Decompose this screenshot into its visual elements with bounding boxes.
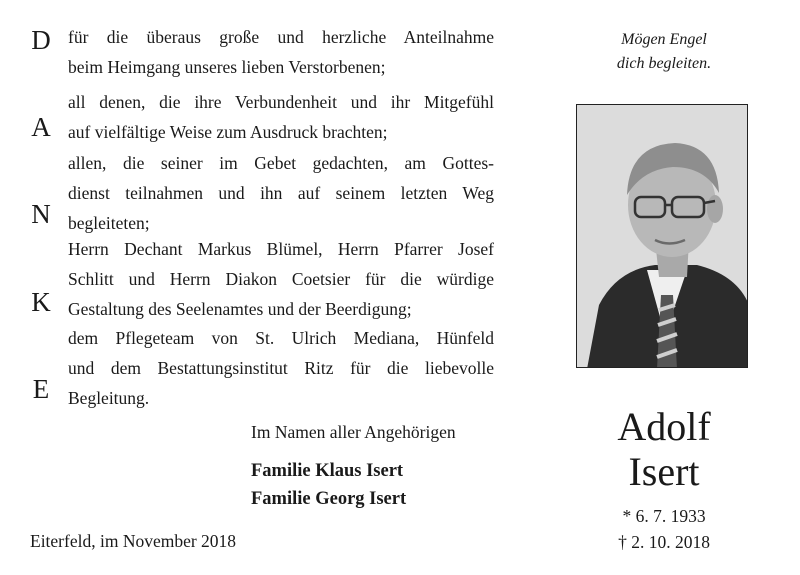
- text-line: Schlitt und Herrn Diakon Coetsier für die würdige: [68, 269, 494, 289]
- portrait-illustration: [577, 105, 748, 368]
- portrait-photo: [576, 104, 748, 368]
- danke-letter-e: E: [32, 374, 50, 404]
- text-line: all denen, die ihre Verbundenheit und ihr Mitgefühl: [68, 92, 494, 112]
- text-line: begleiteten;: [68, 213, 150, 233]
- thanks-paragraph-5: [68, 323, 494, 413]
- place-date: Eiterfeld, im November 2018: [30, 531, 237, 551]
- deceased-first-name: Adolf: [617, 404, 711, 449]
- thanks-paragraph-4: [68, 234, 494, 324]
- death-date: † 2. 10. 2018: [618, 532, 710, 552]
- thanks-paragraph-2: [68, 87, 494, 147]
- family-name-1: Familie Klaus Isert: [251, 461, 404, 481]
- motto-line: dich begleiten.: [616, 55, 712, 72]
- danke-letter-a: A: [31, 112, 51, 142]
- thanks-paragraph-1: [68, 22, 494, 82]
- birth-date: * 6. 7. 1933: [622, 506, 706, 526]
- text-line: allen, die seiner im Gebet gedachten, am Gottes-: [68, 153, 494, 173]
- text-line: Gestaltung des Seelenamtes und der Beerdigung;: [68, 299, 412, 319]
- text-line: Begleitung.: [68, 388, 150, 408]
- family-name-2: Familie Georg Isert: [251, 489, 407, 509]
- motto-line: Mögen Engel: [621, 31, 707, 48]
- text-line: dem Pflegeteam von St. Ulrich Mediana, Hünfeld: [68, 328, 494, 348]
- text-line: für die überaus große und herzliche Anteilnahme: [68, 27, 494, 47]
- danke-letter-n: N: [31, 199, 51, 229]
- on-behalf-text: Im Namen aller Angehörigen: [251, 422, 456, 442]
- danke-letter-d: D: [31, 25, 51, 55]
- danke-letter-k: K: [31, 287, 51, 317]
- motto: [580, 28, 748, 76]
- text-line: Herrn Dechant Markus Blümel, Herrn Pfarrer Josef: [68, 239, 494, 259]
- text-line: beim Heimgang unseres lieben Verstorbenen;: [68, 57, 386, 77]
- thanks-paragraph-3: [68, 148, 494, 238]
- deceased-last-name: Isert: [628, 449, 700, 494]
- text-line: dienst teilnahmen und ihn auf seinem letzten Weg: [68, 183, 494, 203]
- text-line: auf vielfältige Weise zum Ausdruck brachten;: [68, 122, 388, 142]
- text-line: und dem Bestattungsinstitut Ritz für die liebevolle: [68, 358, 494, 378]
